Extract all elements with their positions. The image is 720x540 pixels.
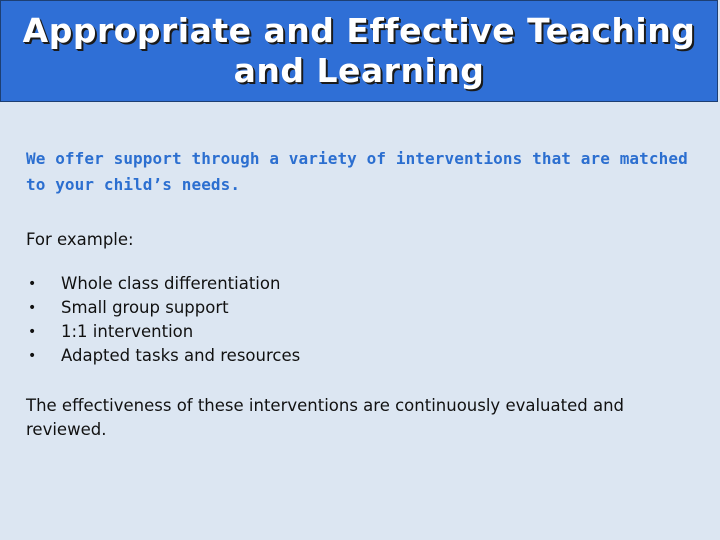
list-item xyxy=(26,320,702,344)
list-item xyxy=(26,296,702,320)
list-item-text: Small group support xyxy=(61,298,229,317)
list-item-text: Adapted tasks and resources xyxy=(61,346,301,365)
bullet-icon: • xyxy=(28,348,37,364)
list-item xyxy=(26,272,702,296)
bullet-icon: • xyxy=(28,276,37,292)
list-item-text: 1:1 intervention xyxy=(61,322,194,341)
slide-content xyxy=(26,146,702,442)
list-item xyxy=(26,344,702,368)
conclusion-text: The effectiveness of these interventions are continuously evaluated and reviewed. xyxy=(26,396,625,439)
bullet-icon: • xyxy=(28,324,37,340)
slide-title: Appropriate and Effective Teaching and Learning xyxy=(22,11,696,90)
example-label: For example: xyxy=(26,230,134,249)
intervention-list xyxy=(26,272,702,368)
list-item-text: Whole class differentiation xyxy=(61,274,281,293)
bullet-icon: • xyxy=(28,300,37,316)
title-banner xyxy=(0,0,718,102)
intro-text: We offer support through a variety of interventions that are matched to your child’s needs. xyxy=(26,149,688,194)
